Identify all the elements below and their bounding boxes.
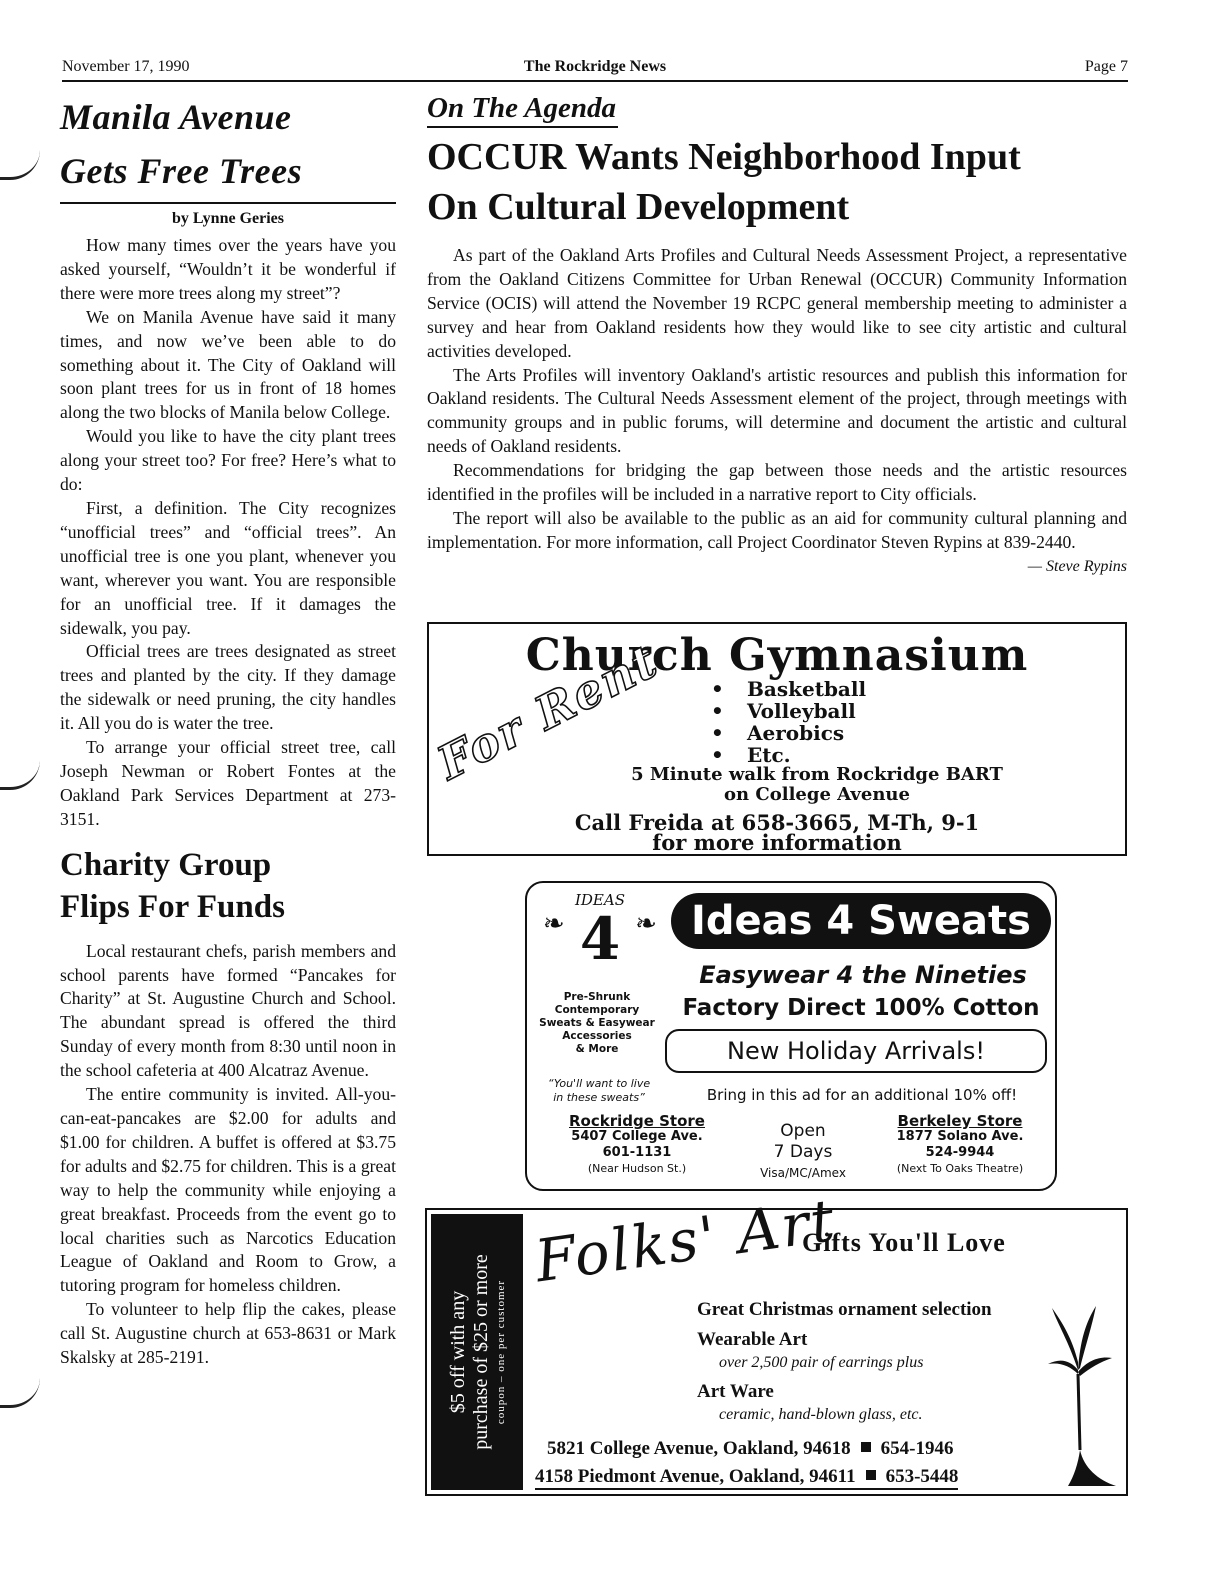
paragraph: Would you like to have the city plant trees along your street too? For free? Here’s what to do: [60, 426, 396, 495]
berkeley-store [875, 1113, 1045, 1177]
charity-headline-line1: Charity Group [60, 846, 272, 883]
product-heading: Wearable Art [697, 1329, 808, 1350]
payment-methods: Visa/MC/Amex [760, 1166, 846, 1180]
holiday-banner: New Holiday Arrivals! [665, 1029, 1047, 1073]
activity-item: • Etc. [711, 744, 866, 766]
signature: — Steve Rypins [1027, 557, 1127, 575]
sweats-quote [527, 1077, 671, 1105]
newspaper-name: The Rockridge News [523, 58, 667, 75]
activity-item: • Volleyball [711, 700, 866, 722]
church-gymnasium-ad [427, 622, 1127, 856]
store-name: Berkeley Store [897, 1112, 1023, 1130]
hours-line: Open [780, 1121, 826, 1141]
product-heading: Great Christmas ornament selection [697, 1299, 992, 1320]
for-rent-stamp: For Rent [429, 633, 667, 791]
activity-list [711, 678, 866, 766]
paragraph: To arrange your official street tree, call Joseph Newman or Robert Fontes at the Oakland Park Services Department at 273-3151. [60, 737, 396, 829]
contact-line: for more information [652, 830, 902, 855]
gifts-headline: Gifts You'll Love [802, 1228, 1006, 1257]
paragraph: As part of the Oakland Arts Profiles and Cultural Needs Assessment Project, a representative from the Oakland Citizens Committee for Urban Renewal (OCCUR) Community Information Service (OCIS) will attend the November 19 RCPC general membership meeting to administer a survey and hear from Oakland residents how they would like to see city artistic and cultural activities developed. [427, 245, 1127, 361]
store-phone: 524-9944 [925, 1145, 995, 1160]
byline: by Lynne Geries [171, 210, 284, 227]
coupon-strip [431, 1214, 523, 1490]
manila-body [60, 234, 396, 832]
paragraph: Local restaurant chefs, parish members and school parents have formed “Pancakes for Charity” at St. Augustine Church and School. The abundant spread is offered the third Sunday of every month from 8:30 until noon in the school cafeteria at 400 Alcatraz Avenue. [60, 940, 396, 1081]
quote-line: “You'll want to live [547, 1077, 651, 1090]
store-address-line [535, 1466, 958, 1490]
folks-art-logo: Folks' Art [531, 1185, 841, 1296]
occur-headline [427, 132, 1127, 232]
tagline: Easywear 4 the Nineties [699, 961, 1027, 989]
issue-date: November 17, 1990 [62, 58, 190, 75]
charity-headline-line2: Flips For Funds [60, 888, 285, 925]
hole-punch-mark [0, 1378, 40, 1408]
left-column [60, 90, 396, 1370]
square-bullet-icon [866, 1470, 876, 1480]
ideas-4-sweats-ad [525, 881, 1057, 1191]
product-line: Pre-Shrunk [563, 991, 631, 1003]
contact-line: Call Freida at 658-3665, M-Th, 9-1 [574, 810, 980, 835]
store-note: (Next To Oaks Theatre) [896, 1162, 1024, 1175]
store-name: Rockridge Store [569, 1112, 705, 1130]
logo-number: 4 [579, 905, 621, 973]
square-bullet-icon [861, 1442, 871, 1452]
manila-headline-line1: Manila Avenue [60, 97, 292, 137]
coupon-line: purchase of $25 or more [470, 1254, 492, 1450]
sweats-logo [535, 891, 665, 991]
section-kicker: On The Agenda [427, 90, 618, 128]
charity-body [60, 940, 396, 1370]
product-line: Accessories [562, 1030, 632, 1042]
paragraph: How many times over the years have you asked yourself, “Wouldn’t it be wonderful if there were more trees along my street”? [60, 235, 396, 303]
store-note: (Near Hudson St.) [587, 1162, 687, 1175]
coupon-line: $5 off with any [447, 1290, 469, 1414]
location-line: 5 Minute walk from Rockridge BART [631, 764, 1003, 785]
laurel-icon: ❧ [543, 909, 565, 939]
page-number: Page 7 [1084, 58, 1128, 75]
hole-punch-mark [0, 150, 40, 180]
product-heading: Art Ware [697, 1381, 774, 1402]
product-line: Contemporary [554, 1004, 640, 1016]
charity-article [60, 844, 396, 1370]
occur-headline-line1: OCCUR Wants Neighborhood Input [427, 136, 1021, 178]
laurel-icon: ❧ [635, 909, 657, 939]
activity-item: • Aerobics [711, 722, 866, 744]
activity-item: • Basketball [711, 678, 866, 700]
location-line: on College Avenue [724, 784, 910, 805]
headline-rule [60, 202, 396, 204]
manila-headline [60, 90, 396, 198]
paragraph: The report will also be available to the public as an aid for community cultural planning and implementation. For more information, call Project Coordinator Steven Rypins at 839-2440. [427, 507, 1127, 552]
occur-headline-line2: On Cultural Development [427, 186, 850, 228]
factory-line: Factory Direct 100% Cotton [682, 995, 1040, 1021]
paragraph: We on Manila Avenue have said it many times, and now we’ve been able to do something about it. The City of Oakland will soon plant trees for us in front of 18 homes along the two blocks of Manila below College. [60, 306, 396, 423]
phone: 653-5448 [885, 1466, 959, 1487]
ad-title: Church Gymnasium [525, 630, 1029, 681]
charity-headline [60, 844, 396, 928]
address: 4158 Piedmont Avenue, Oakland, 94611 [535, 1466, 856, 1487]
store-phone: 601-1131 [602, 1145, 672, 1160]
coupon-text [447, 1217, 493, 1487]
discount-offer: Bring in this ad for an additional 10% off! [706, 1086, 1018, 1104]
store-address: 5407 College Ave. [571, 1129, 703, 1144]
product-line: Sweats & Easywear [539, 1017, 655, 1029]
paragraph: The Arts Profiles will inventory Oakland's artistic resources and publish this information for Oakland residents. The Cultural Needs Assessment element of the project, through meetings with community groups and in public forums, will determine and document the artistic and cultural needs of Oakland residents. [427, 364, 1127, 457]
flower-illustration-icon [1038, 1300, 1118, 1490]
product-line: & More [575, 1043, 619, 1055]
product-list [697, 1298, 992, 1426]
occur-body [427, 244, 1127, 555]
phone: 654-1946 [880, 1438, 954, 1459]
running-header [62, 56, 1128, 82]
product-list [527, 991, 667, 1056]
paragraph: First, a definition. The City recognizes “unofficial trees” and “official trees”. An unofficial tree is one you plant, whenever you want, wherever you want. You are responsible for an unofficial tree. If it damages the sidewalk, you pay. [60, 497, 396, 638]
store-address: 1877 Solano Ave. [896, 1129, 1024, 1144]
paragraph: The entire community is invited. All-you-can-eat-pancakes are $2.00 for adults and $1.00 for children. A buffet is offered at $3.75 for adults and $2.75 for children. This is a great way to help the community while enjoying a great breakfast. Proceeds from the event go to local charities such as Narcotics Education League of Oakland and Room to Grow, a tutoring program for homeless children. [60, 1084, 396, 1296]
sweats-banner: Ideas 4 Sweats [671, 893, 1051, 949]
product-detail: ceramic, hand-blown glass, etc. [719, 1406, 923, 1423]
manila-headline-line2: Gets Free Trees [60, 151, 303, 191]
address: 5821 College Avenue, Oakland, 94618 [547, 1438, 851, 1459]
rockridge-store [547, 1113, 727, 1177]
quote-line: in these sweats” [553, 1091, 645, 1104]
right-column [427, 90, 1127, 576]
paragraph: Official trees are trees designated as street trees and planted by the city. If they damage the sidewalk or need pruning, the city handles it. All you do is water the tree. [60, 641, 396, 734]
folks-art-ad [425, 1185, 1128, 1496]
store-hours [733, 1121, 873, 1184]
paragraph: Recommendations for bridging the gap between those needs and the artistic resources identified in the profiles will be included in a narrative report to City officials. [427, 460, 1127, 505]
manila-article [60, 90, 396, 832]
paragraph: To volunteer to help flip the cakes, please call St. Augustine church at 653-8631 or Mark Skalsky at 285-2191. [60, 1299, 396, 1368]
logo-word: IDEAS [574, 891, 625, 909]
hole-punch-mark [0, 760, 40, 790]
coupon-fine-print: coupon – one per customer [495, 1279, 507, 1425]
product-detail: over 2,500 pair of earrings plus [719, 1354, 924, 1371]
hours-line: 7 Days [773, 1142, 833, 1162]
store-address-line [547, 1438, 954, 1460]
